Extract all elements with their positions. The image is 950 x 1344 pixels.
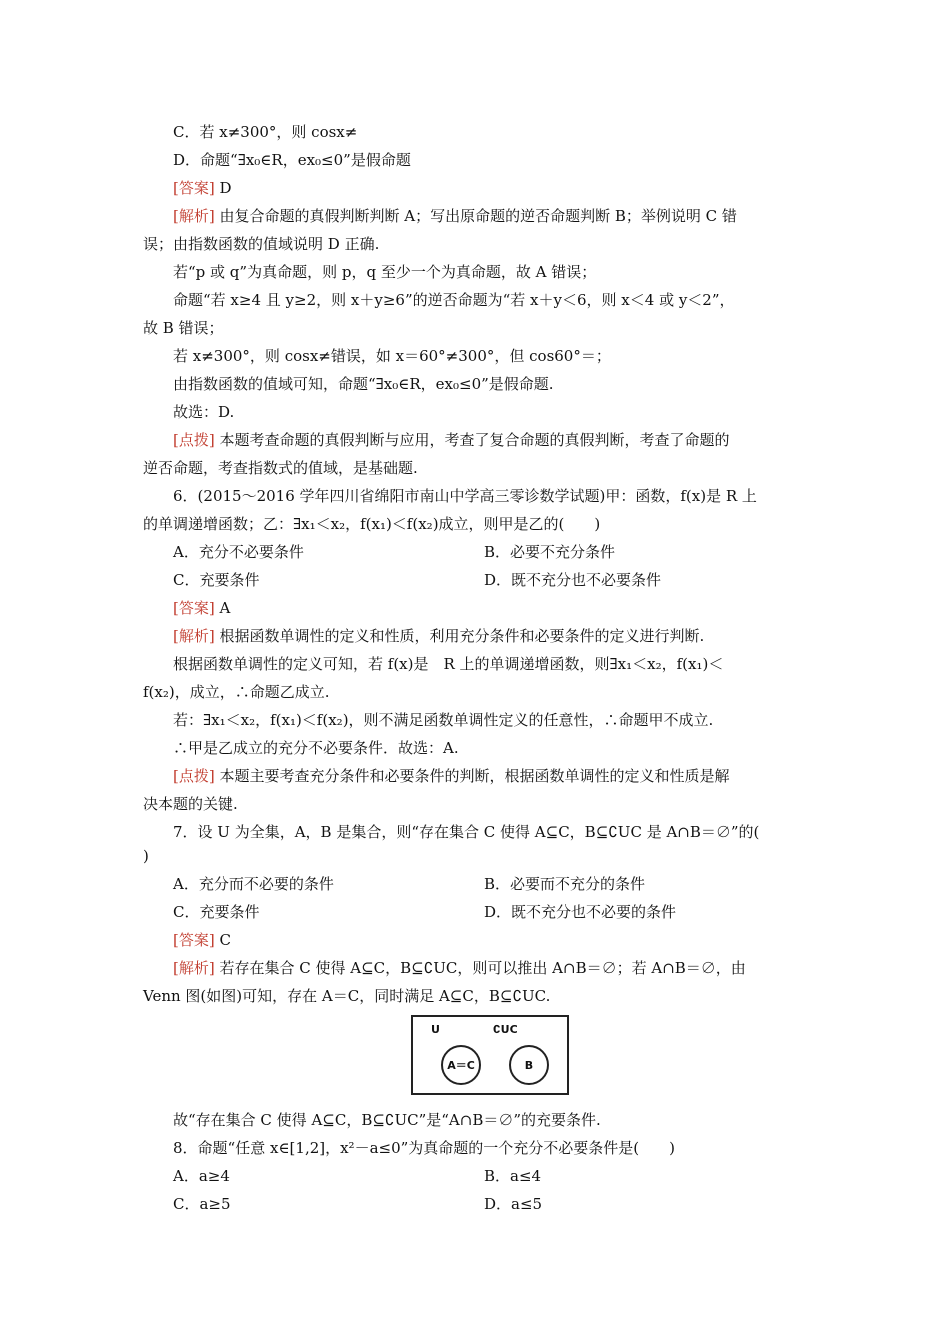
option-b-q8: B．a≤4 (484, 1167, 542, 1185)
text-line: 决本题的关键. (143, 795, 238, 813)
venn-circle-b (509, 1045, 549, 1085)
answer-q6 (173, 598, 230, 618)
comment-tag: [点拨] (173, 767, 215, 785)
text-line: 故“存在集合 C 使得 A⊆C，B⊆∁UC”是“A∩B＝∅”的充要条件. (173, 1111, 601, 1129)
venn-complement-label: ∁UC (493, 1023, 518, 1036)
venn-circle-a-label: A＝C (447, 1059, 475, 1072)
comment-tag: [点拨] (173, 431, 215, 449)
question-6-stem: 6．(2015～2016 学年四川省绵阳市南山中学高三零诊数学试题)甲：函数，f(x)是 R 上 (173, 487, 757, 505)
text-line: ∴甲是乙成立的充分不必要条件．故选：A. (173, 739, 459, 757)
answer-q7 (173, 930, 231, 950)
venn-circle-a-equals-c (441, 1045, 481, 1085)
answer-tag: [答案] (173, 931, 215, 949)
text-line: 逆否命题，考查指数式的值域，是基础题. (143, 459, 418, 477)
comment-text: 本题考查命题的真假判断与应用，考查了复合命题的真假判断，考查了命题的 (219, 431, 730, 449)
option-c-q8: C．a≥5 (173, 1195, 231, 1213)
text-line: 故选：D. (173, 403, 235, 421)
question-7-stem: 7．设 U 为全集，A，B 是集合，则“存在集合 C 使得 A⊆C，B⊆∁UC 是 A∩B＝∅”的( (173, 823, 760, 841)
option-c-q7: C．充要条件 (173, 903, 260, 921)
venn-diagram (411, 1015, 569, 1095)
comment-text: 本题主要考查充分条件和必要条件的判断，根据函数单调性的定义和性质是解 (219, 767, 730, 785)
answer-q5 (173, 178, 232, 198)
text-line: 若：∃x₁＜x₂，f(x₁)＜f(x₂)，则不满足函数单调性定义的任意性，∴命题甲不成立. (173, 711, 714, 729)
option-d-q6: D．既不充分也不必要条件 (484, 571, 662, 589)
question-8-stem: 8．命题“任意 x∈[1,2]，x²－a≤0”为真命题的一个充分不必要条件是( ) (173, 1139, 676, 1157)
text-line: 故 B 错误； (143, 319, 224, 337)
question-7-stem-cont: ) (143, 847, 149, 865)
analysis-q5 (173, 206, 737, 226)
answer-value: D (219, 179, 232, 197)
answer-value: C (219, 931, 231, 949)
option-c-q5: C．若 x≠300°，则 cosx≠ (173, 123, 358, 141)
analysis-text: 若存在集合 C 使得 A⊆C，B⊆∁UC，则可以推出 A∩B＝∅；若 A∩B＝∅，由 (219, 959, 746, 977)
text-line: 根据函数单调性的定义可知，若 f(x)是 R 上的单调递增函数，则∃x₁＜x₂，f(x₁)＜ (173, 655, 724, 673)
comment-q6 (173, 766, 730, 786)
comment-q5 (173, 430, 730, 450)
answer-tag: [答案] (173, 599, 215, 617)
option-c-q6: C．充要条件 (173, 571, 260, 589)
option-a-q6: A．充分不必要条件 (173, 543, 304, 561)
analysis-text: 由复合命题的真假判断判断 A；写出原命题的逆否命题判断 B；举例说明 C 错 (219, 207, 737, 225)
analysis-tag: [解析] (173, 959, 215, 977)
text-line: 由指数函数的值域可知，命题“∃x₀∈R，ex₀≤0”是假命题. (173, 375, 554, 393)
option-a-q7: A．充分而不必要的条件 (173, 875, 334, 893)
analysis-q6 (173, 626, 704, 646)
venn-circle-b-label: B (524, 1058, 534, 1072)
option-b-q6: B．必要不充分条件 (484, 543, 616, 561)
analysis-tag: [解析] (173, 627, 215, 645)
text-line: 若 x≠300°，则 cosx≠错误，如 x＝60°≠300°，但 cos60°＝； (173, 347, 611, 365)
venn-universe-label: U (431, 1023, 440, 1036)
option-b-q7: B．必要而不充分的条件 (484, 875, 646, 893)
option-d-q8: D．a≤5 (484, 1195, 543, 1213)
option-a-q8: A．a≥4 (173, 1167, 230, 1185)
analysis-q7 (173, 958, 746, 978)
text-line: Venn 图(如图)可知，存在 A＝C，同时满足 A⊆C，B⊆∁UC. (143, 987, 551, 1005)
text-line: 若“p 或 q”为真命题，则 p，q 至少一个为真命题，故 A 错误； (173, 263, 597, 281)
answer-value: A (219, 599, 231, 617)
option-d-q7: D．既不充分也不必要的条件 (484, 903, 677, 921)
question-6-stem-cont: 的单调递增函数；乙：∃x₁＜x₂，f(x₁)＜f(x₂)成立，则甲是乙的( ) (143, 515, 601, 533)
option-d-q5: D．命题“∃x₀∈R，ex₀≤0”是假命题 (173, 151, 411, 169)
answer-tag: [答案] (173, 179, 215, 197)
analysis-tag: [解析] (173, 207, 215, 225)
text-line: 命题“若 x≥4 且 y≥2，则 x＋y≥6”的逆否命题为“若 x＋y＜6，则 x＜4 或 y＜2”， (173, 291, 735, 309)
analysis-text: 根据函数单调性的定义和性质，利用充分条件和必要条件的定义进行判断. (219, 627, 705, 645)
text-line: f(x₂)，成立，∴命题乙成立. (143, 683, 330, 701)
text-line: 误；由指数函数的值域说明 D 正确. (143, 235, 380, 253)
